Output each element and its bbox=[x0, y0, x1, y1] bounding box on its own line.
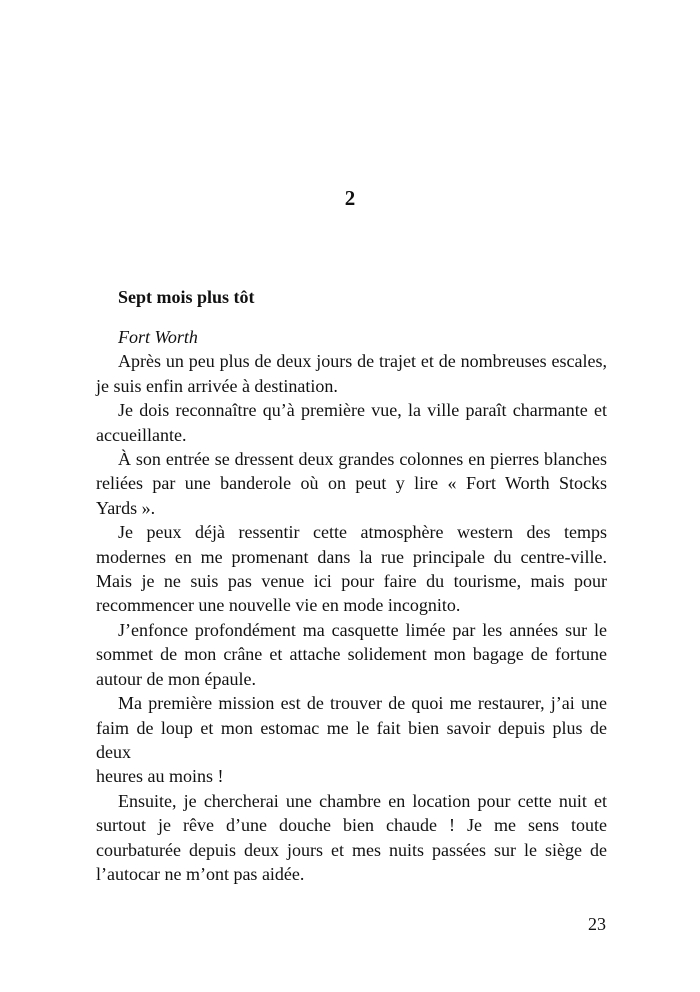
text-line: modernes en me promenant dans la rue principale du centre-ville. bbox=[96, 546, 607, 567]
text-line: Ensuite, je chercherai une chambre en location pour cette nuit et bbox=[118, 790, 607, 811]
text-line: Je peux déjà ressentir cette atmosphère western des temps bbox=[118, 522, 607, 543]
text-line: courbaturée depuis deux jours et mes nuits passées sur le siège de bbox=[96, 839, 607, 860]
text-line: À son entrée se dressent deux grandes colonnes en pierres blanches bbox=[118, 449, 607, 470]
text-line: Ma première mission est de trouver de quoi me restaurer, j’ai une bbox=[118, 693, 607, 714]
paragraph bbox=[96, 520, 607, 618]
section-heading: Sept mois plus tôt bbox=[118, 287, 255, 307]
page-number: 23 bbox=[588, 914, 606, 934]
text-line: Mais je ne suis pas venue ici pour faire du tourisme, mais pour bbox=[96, 571, 607, 592]
text-line: accueillante. bbox=[96, 424, 187, 445]
paragraph bbox=[96, 398, 607, 447]
text-line: l’autocar ne m’ont pas aidée. bbox=[96, 863, 305, 884]
text-line: J’enfonce profondément ma casquette limée par les années sur le bbox=[118, 619, 607, 640]
text-line: surtout je rêve d’une douche bien chaude ! Je me sens toute bbox=[96, 815, 607, 836]
text-line: faim de loup et mon estomac me le fait bien savoir depuis plus de deux bbox=[96, 717, 607, 762]
text-line: Après un peu plus de deux jours de trajet et de nombreuses escales, bbox=[118, 351, 607, 372]
paragraph bbox=[96, 349, 607, 398]
text-line: sommet de mon crâne et attache solidement mon bagage de fortune bbox=[96, 644, 607, 665]
text-line: Je dois reconnaître qu’à première vue, la ville paraît charmante et bbox=[118, 400, 607, 421]
body-text bbox=[96, 325, 607, 886]
text-line: heures au moins ! bbox=[96, 766, 224, 787]
paragraph bbox=[96, 618, 607, 691]
chapter-number: 2 bbox=[344, 186, 356, 210]
paragraph bbox=[96, 447, 607, 520]
place-heading: Fort Worth bbox=[118, 327, 198, 347]
text-line: Yards ». bbox=[96, 497, 156, 518]
text-line: reliées par une banderole où on peut y lire « Fort Worth Stocks bbox=[96, 473, 607, 494]
paragraph bbox=[96, 691, 607, 789]
text-line: recommencer une nouvelle vie en mode incognito. bbox=[96, 595, 461, 616]
paragraph bbox=[96, 789, 607, 887]
text-line: je suis enfin arrivée à destination. bbox=[96, 375, 338, 396]
text-line: autour de mon épaule. bbox=[96, 668, 256, 689]
